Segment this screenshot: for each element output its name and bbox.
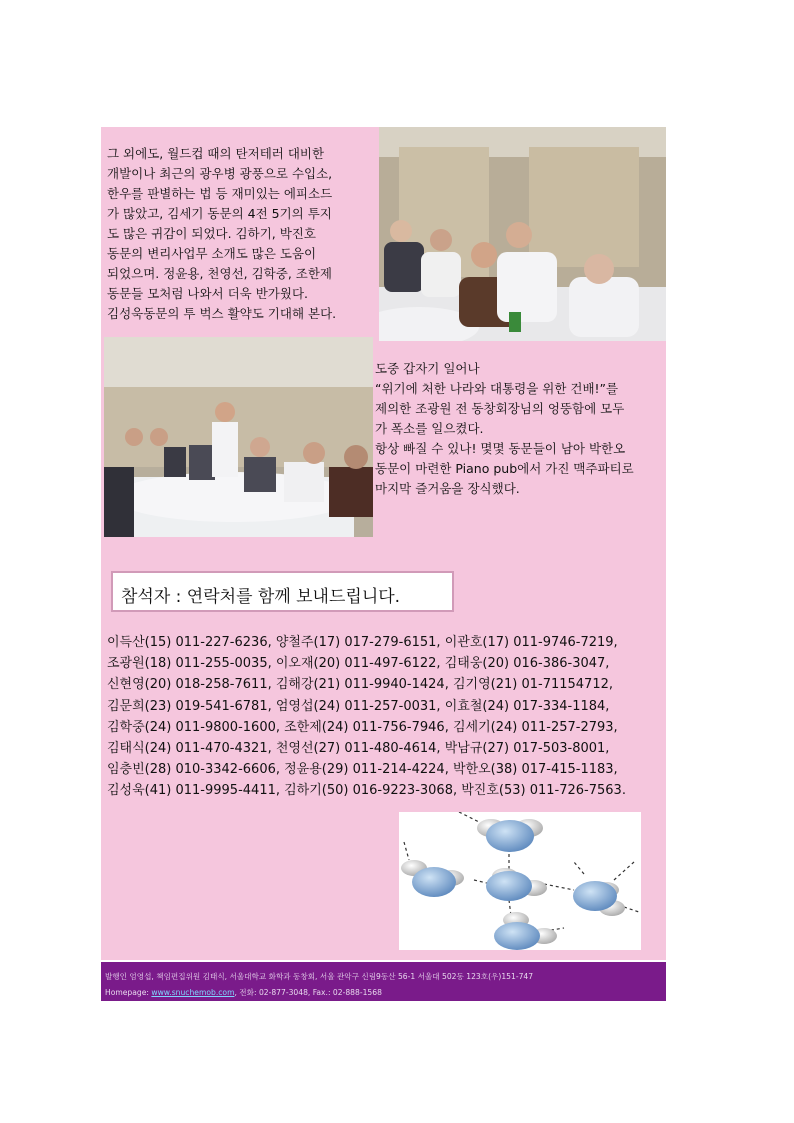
attendees-contact-list (107, 632, 626, 802)
article-line: 개발이나 최근의 광우병 광풍으로 수입소, (107, 166, 333, 181)
contact-line: 임충빈(28) 010-3342-6606, 정윤용(29) 011-214-4224, 박한오(38) 017-415-1183, (107, 762, 618, 778)
article-line: 항상 빠질 수 있나! 몇몇 동문들이 남아 박한오 (375, 441, 626, 456)
article-line: 도중 갑자기 일어나 (375, 361, 480, 376)
article-line: 동문들 모처럼 나와서 더욱 반가웠다. (107, 286, 308, 301)
contact-line: 김태식(24) 011-470-4321, 천영선(27) 011-480-4614, 박남규(27) 017-503-8001, (107, 741, 610, 757)
contact-line: 김문희(23) 019-541-6781, 엄영섭(24) 011-257-0031, 이효철(24) 017-334-1184, (107, 698, 610, 714)
molecule-illustration (399, 812, 641, 950)
water-molecule (486, 868, 547, 901)
water-molecule (477, 819, 543, 852)
contact-line: 조광원(18) 011-255-0035, 이오재(20) 011-497-6122, 김태웅(20) 016-386-3047, (107, 656, 610, 672)
article-line: 제의한 조광원 전 동창회장님의 엉뚱함에 모두 (375, 401, 625, 416)
article-line: 마지막 즐거움을 장식했다. (375, 481, 520, 496)
attendees-title: 참석자 : 연락처를 함께 보내드립니다. (121, 587, 401, 607)
article-line: 도 많은 귀감이 되었다. 김하기, 박진호 (107, 226, 316, 241)
contact-line: 김학중(24) 011-9800-1600, 조한제(24) 011-756-7946, 김세기(24) 011-257-2793, (107, 719, 618, 735)
article-line: “위기에 처한 나라와 대통령을 위한 건배!”를 (375, 381, 619, 396)
attendees-title-box (111, 571, 454, 612)
contact-line: 신현영(20) 018-258-7611, 김해강(21) 011-9940-1424, 김기영(21) 01-71154712, (107, 677, 613, 693)
publisher-info: 발행인 엄영섭, 책임편집위원 김태식, 서울대학교 화학과 동창회, 서울 관악구 신림9동산 56-1 서울대 502동 123호(우)151-747 (105, 972, 534, 981)
article-line: 되었으며. 정윤용, 천영선, 김학중, 조한제 (107, 266, 332, 281)
meeting-photo-top (379, 127, 666, 341)
footer-bar (101, 962, 666, 1001)
article-line: 동문의 변리사업무 소개도 많은 도움이 (107, 246, 317, 261)
water-molecule (573, 881, 625, 916)
contact-info (105, 987, 382, 998)
contact-line: 이득산(15) 011-227-6236, 양철주(17) 017-279-6151, 이관호(17) 011-9746-7219, (107, 635, 618, 650)
article-line: 한우를 판별하는 법 등 재미있는 에피소드 (107, 186, 333, 201)
article-line: 가 많았고, 김세기 동문의 4전 5기의 투지 (107, 206, 332, 221)
article-line: 그 외에도, 월드컵 때의 탄저테러 대비한 (107, 146, 325, 161)
homepage-label: Homepage: (105, 988, 152, 997)
water-molecule (494, 912, 557, 950)
meeting-photo-bottom (104, 337, 373, 537)
phone-fax: , 전화: 02-877-3048, Fax.: 02-888-1568 (234, 988, 382, 997)
article-line: 가 폭소를 일으켰다. (375, 421, 484, 436)
article-line: 김성욱동문의 투 벅스 활약도 기대해 본다. (107, 306, 337, 321)
water-molecule (401, 860, 464, 897)
article-line: 동문이 마련한 Piano pub에서 가진 맥주파티로 (375, 461, 634, 476)
homepage-link[interactable]: www.snuchemob.com (151, 988, 235, 997)
contact-line: 김성욱(41) 011-9995-4411, 김하기(50) 016-9223-3068, 박진호(53) 011-726-7563. (107, 783, 626, 799)
